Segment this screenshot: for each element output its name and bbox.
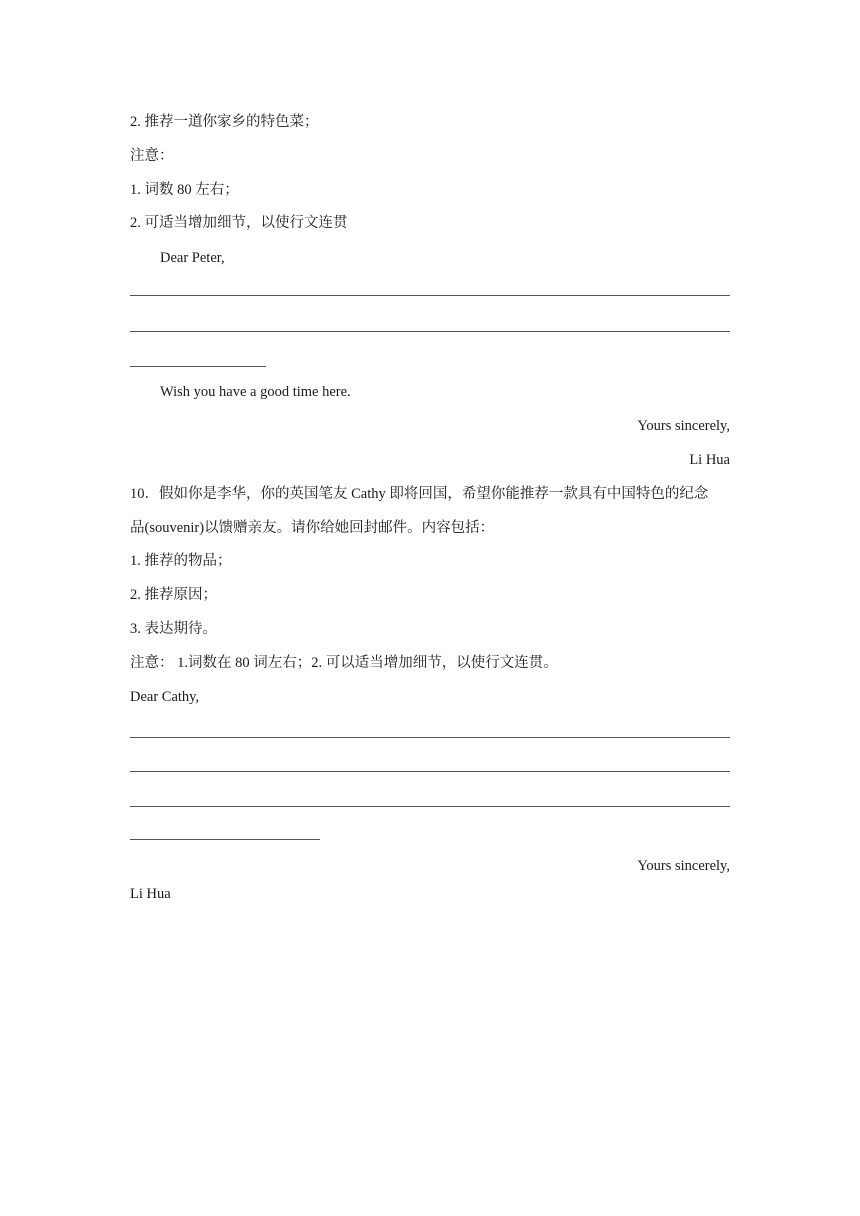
writing-line (130, 331, 730, 332)
note-line: 注意： 1.词数在 80 词左右；2. 可以适当增加细节，以使行文连贯。 (130, 655, 558, 671)
salutation-peter: Dear Peter, (160, 250, 225, 266)
closing-line: Wish you have a good time here. (160, 384, 351, 400)
note-item-1: 1. 词数 80 左右； (130, 182, 239, 198)
writing-line (130, 771, 730, 772)
writing-line (130, 737, 730, 738)
task-item-2: 2. 推荐一道你家乡的特色菜； (130, 114, 319, 130)
signature: Li Hua (130, 886, 171, 902)
writing-line (130, 806, 730, 807)
sign-off: Yours sincerely, (637, 418, 730, 434)
sign-off: Yours sincerely, (637, 858, 730, 874)
note-item-2: 2. 可适当增加细节，以使行文连贯 (130, 215, 348, 231)
document-page (130, 0, 730, 1216)
signature: Li Hua (689, 452, 730, 468)
writing-line-short (130, 366, 266, 367)
content-item-3: 3. 表达期待。 (130, 621, 217, 637)
content-item-2: 2. 推荐原因； (130, 587, 217, 603)
question-10-prompt-line-2: 品(souvenir)以馈赠亲友。请你给她回封邮件。内容包括： (130, 520, 495, 536)
writing-line-short (130, 839, 320, 840)
content-item-1: 1. 推荐的物品； (130, 553, 232, 569)
question-10-prompt-line-1: 10．假如你是李华，你的英国笔友 Cathy 即将回国，希望你能推荐一款具有中国特色的纪念 (130, 486, 709, 502)
salutation-cathy: Dear Cathy, (130, 689, 200, 705)
writing-line (130, 295, 730, 296)
note-label: 注意： (130, 148, 174, 164)
